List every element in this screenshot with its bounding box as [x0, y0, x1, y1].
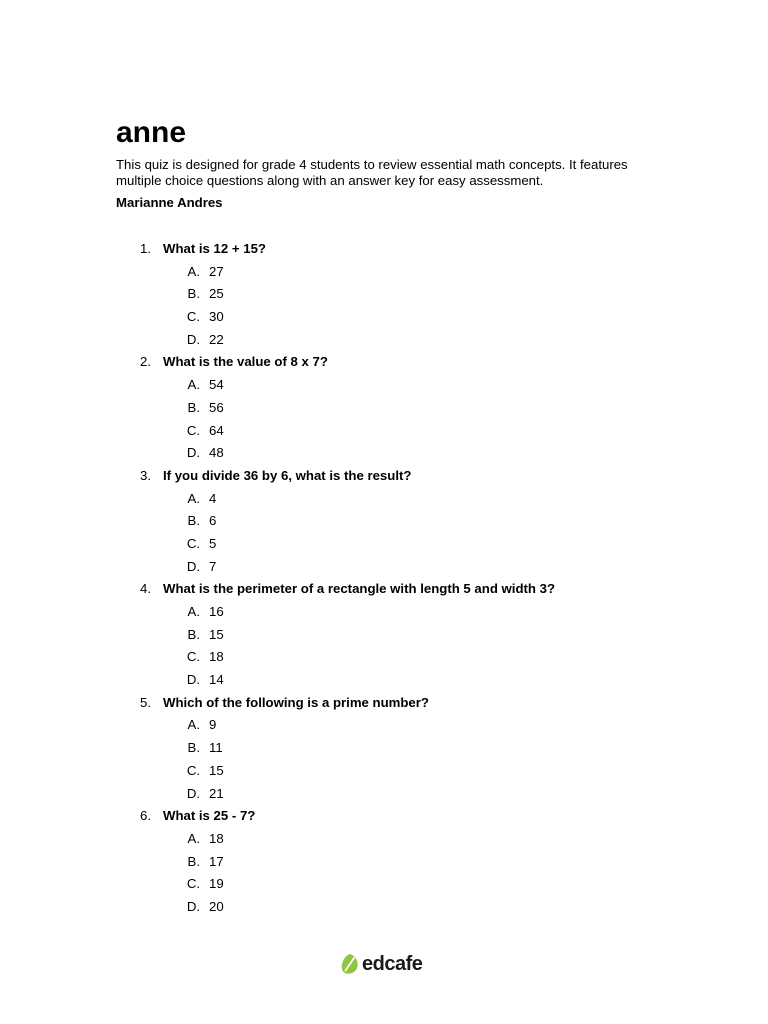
- option-list: [0, 261, 768, 352]
- option-text: 17: [209, 853, 224, 869]
- option-text: 14: [209, 672, 224, 688]
- option-text: 30: [209, 309, 224, 325]
- answer-option: [0, 442, 768, 465]
- option-letter: A.: [187, 717, 200, 733]
- option-letter: D.: [186, 785, 200, 801]
- option-list: [0, 601, 768, 692]
- option-letter: C.: [186, 309, 200, 325]
- question-number: 4.: [140, 581, 151, 597]
- option-letter: C.: [186, 422, 200, 438]
- question-line: [0, 692, 768, 715]
- answer-option: [0, 488, 768, 511]
- option-letter: C.: [186, 649, 200, 665]
- question-text: What is 25 - 7?: [163, 808, 256, 824]
- question-number: 5.: [140, 694, 151, 710]
- option-letter: B.: [187, 740, 200, 756]
- answer-option: [0, 646, 768, 669]
- option-letter: D.: [186, 898, 200, 914]
- answer-option: [0, 783, 768, 806]
- question-item: [0, 805, 768, 918]
- option-text: 18: [209, 830, 224, 846]
- option-letter: A.: [187, 490, 200, 506]
- option-text: 11: [209, 740, 223, 756]
- quiz-author: Marianne Andres: [116, 195, 223, 210]
- answer-option: [0, 873, 768, 896]
- option-text: 21: [209, 785, 224, 801]
- option-text: 15: [209, 626, 224, 642]
- option-text: 22: [209, 331, 224, 347]
- question-line: [0, 578, 768, 601]
- option-letter: A.: [187, 830, 200, 846]
- question-item: [0, 238, 768, 351]
- option-text: 20: [209, 898, 224, 914]
- option-letter: C.: [186, 762, 200, 778]
- answer-option: [0, 896, 768, 919]
- answer-option: [0, 737, 768, 760]
- option-letter: A.: [187, 377, 200, 393]
- option-text: 19: [209, 876, 224, 892]
- option-letter: A.: [187, 263, 200, 279]
- answer-option: [0, 374, 768, 397]
- question-item: [0, 465, 768, 578]
- option-letter: D.: [186, 558, 200, 574]
- option-letter: B.: [187, 626, 200, 642]
- answer-option: [0, 601, 768, 624]
- answer-option: [0, 851, 768, 874]
- quiz-description: This quiz is designed for grade 4 students to review essential math concepts. It features multiple choice questions along with an answer key for easy assessment.: [116, 157, 628, 188]
- option-letter: B.: [187, 853, 200, 869]
- question-line: [0, 351, 768, 374]
- answer-option: [0, 714, 768, 737]
- option-letter: C.: [186, 535, 200, 551]
- question-text: If you divide 36 by 6, what is the result?: [163, 467, 412, 483]
- option-text: 16: [209, 604, 224, 619]
- answer-option: [0, 624, 768, 647]
- edcafe-logo: [341, 951, 422, 977]
- answer-option: [0, 420, 768, 443]
- option-text: 27: [209, 263, 224, 279]
- option-letter: B.: [187, 286, 200, 302]
- option-letter: C.: [186, 876, 200, 892]
- option-letter: B.: [187, 513, 200, 529]
- question-item: [0, 692, 768, 805]
- option-text: 56: [209, 399, 224, 415]
- answer-option: [0, 510, 768, 533]
- answer-option: [0, 261, 768, 284]
- option-text: 7: [209, 558, 217, 574]
- option-list: [0, 488, 768, 579]
- answer-option: [0, 306, 768, 329]
- option-letter: B.: [187, 399, 200, 415]
- answer-option: [0, 760, 768, 783]
- option-text: 54: [209, 377, 224, 393]
- question-line: [0, 805, 768, 828]
- option-text: 4: [209, 490, 217, 506]
- answer-option: [0, 329, 768, 352]
- option-list: [0, 374, 768, 465]
- answer-option: [0, 556, 768, 579]
- logo-wordmark: edcafe: [362, 953, 423, 975]
- question-number: 6.: [140, 808, 151, 824]
- question-number: 1.: [140, 241, 151, 256]
- question-text: What is the perimeter of a rectangle with length 5 and width 3?: [163, 581, 556, 597]
- option-letter: D.: [186, 445, 200, 461]
- option-letter: D.: [186, 331, 200, 347]
- answer-option: [0, 283, 768, 306]
- question-list: [0, 238, 768, 919]
- leaf-icon: [341, 953, 359, 975]
- option-text: 5: [209, 535, 217, 551]
- question-text: What is the value of 8 x 7?: [163, 354, 328, 370]
- option-text: 18: [209, 649, 224, 665]
- option-text: 48: [209, 445, 224, 461]
- option-list: [0, 714, 768, 805]
- option-text: 64: [209, 422, 224, 438]
- option-letter: A.: [187, 604, 200, 619]
- answer-option: [0, 533, 768, 556]
- question-number: 2.: [140, 354, 151, 370]
- question-text: What is 12 + 15?: [163, 241, 266, 256]
- option-list: [0, 828, 768, 919]
- answer-option: [0, 828, 768, 851]
- answer-option: [0, 669, 768, 692]
- option-text: 6: [209, 513, 217, 529]
- question-line: [0, 465, 768, 488]
- question-item: [0, 578, 768, 691]
- option-text: 25: [209, 286, 224, 302]
- option-text: 15: [209, 762, 224, 778]
- question-item: [0, 351, 768, 464]
- quiz-title: anne: [116, 116, 187, 149]
- answer-option: [0, 397, 768, 420]
- question-text: Which of the following is a prime number?: [163, 694, 429, 710]
- question-line: [0, 238, 768, 261]
- option-text: 9: [209, 717, 217, 733]
- option-letter: D.: [186, 672, 200, 688]
- question-number: 3.: [140, 467, 151, 483]
